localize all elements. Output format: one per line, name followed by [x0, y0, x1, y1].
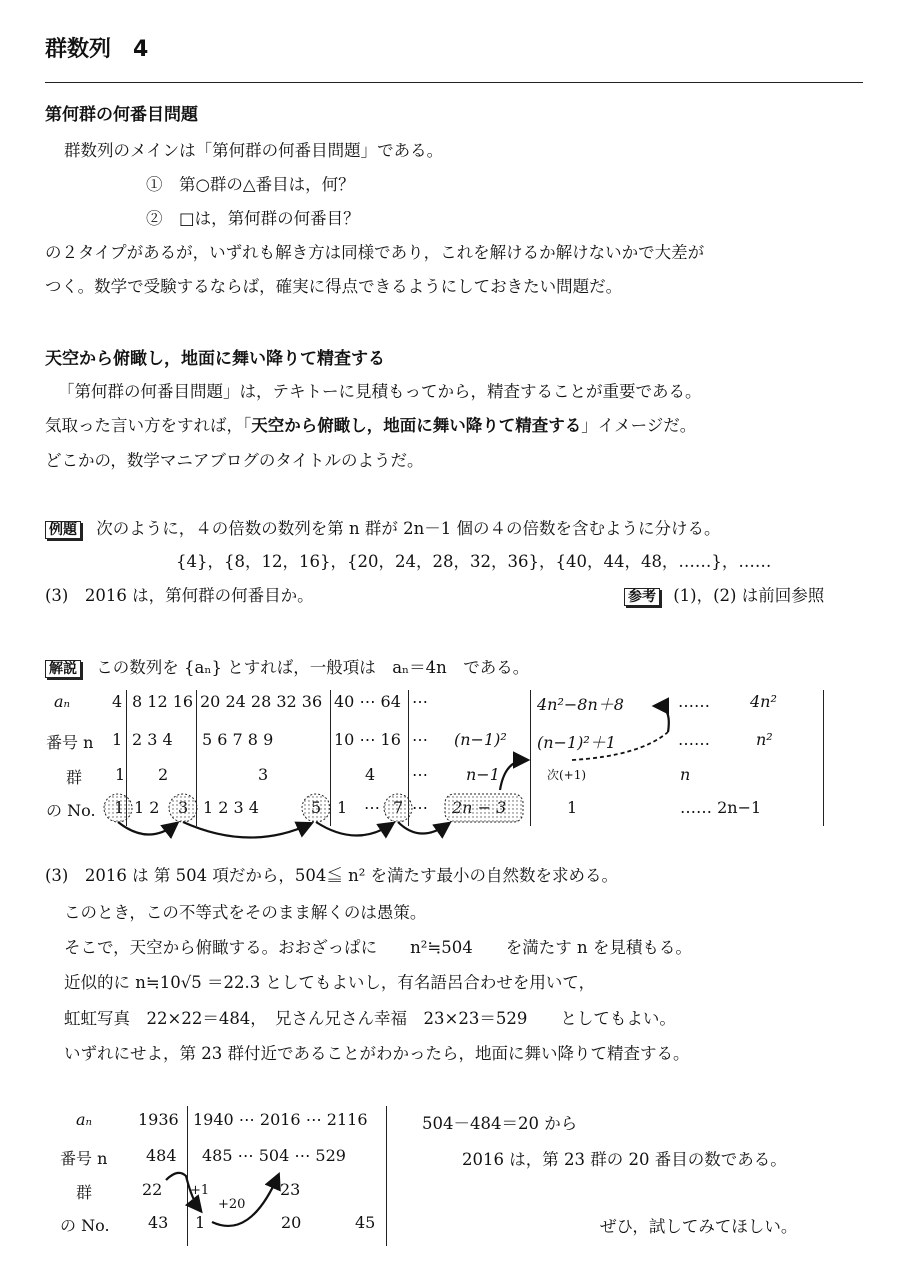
- section1-heading: 第何群の何番目問題: [45, 105, 198, 125]
- step-4: 近似的に n≒10√5 ＝22.3 としてもよいし，有名語呂合わせを用いて，: [64, 973, 596, 992]
- row-label-index: 番号 n: [60, 1149, 108, 1168]
- plus-one-label: +1: [190, 1183, 210, 1198]
- step-2: このとき，この不等式をそのまま解くのは愚策。: [64, 903, 427, 922]
- cell: 3: [258, 765, 269, 784]
- section2-heading: 天空から俯瞰し，地面に舞い降りて精査する: [45, 349, 385, 369]
- section1-item2: ② □は，第何群の何番目？: [146, 209, 360, 228]
- step-3: そこで，天空から俯瞰する。おおざっぱに n²≒504 を満たす n を見積もる。: [64, 938, 692, 957]
- cell: 2 3 4: [132, 730, 173, 749]
- step-1: (3) 2016 は 第 504 項だから，504≦ n² を満たす最小の自然数を求める。: [45, 866, 619, 885]
- cell: 1: [115, 765, 126, 784]
- section2-line3: どこかの，数学マニアブログのタイトルのようだ。: [45, 451, 424, 470]
- section2-line2-pre: 気取った言い方をすれば，「: [45, 416, 252, 435]
- row-label-index: 番号 n: [46, 733, 94, 752]
- cell: 20 24 28 32 36: [200, 692, 323, 711]
- cell: 1940 ⋯ 2016 ⋯ 2116: [193, 1110, 368, 1129]
- row-label-group: 群: [66, 768, 83, 787]
- step-6: いずれにせよ，第 23 群付近であることがわかったら，地面に舞い降りて精査する。: [64, 1044, 690, 1063]
- answer-line: 2016 は，第 23 群の 20 番目の数である。: [462, 1150, 787, 1169]
- cell: 5 6 7 8 9: [202, 730, 274, 749]
- row-label-no: の No.: [60, 1216, 110, 1235]
- solution-tag: 解説: [45, 660, 81, 678]
- row-label-an: aₙ: [76, 1110, 93, 1129]
- cell: ……: [678, 730, 710, 749]
- example-sequence: {4}，{8，12，16}，{20，24，28，32，36}，{40，44，48，……}，……: [176, 552, 772, 571]
- plus-twenty-label: +20: [218, 1197, 246, 1212]
- cell: 40 ⋯ 64: [334, 692, 401, 711]
- section1-item1: ① 第○群の△番目は，何？: [146, 175, 355, 194]
- reference-tag: 参考: [624, 588, 660, 606]
- section2-line2-post: 」イメージだ。: [581, 416, 697, 435]
- cell: (n−1)²＋1: [537, 733, 616, 752]
- row-label-an: aₙ: [54, 692, 71, 711]
- section2-line2-bold: 天空から俯瞰し，地面に舞い降りて精査する: [251, 416, 582, 435]
- section1-body1: の２タイプがあるが，いずれも解き方は同様であり，これを解けるか解けないかで大差が: [45, 243, 705, 262]
- calc-line: 504－484＝20 から: [422, 1114, 578, 1133]
- cell: 484: [146, 1146, 177, 1165]
- cell: 22: [142, 1180, 163, 1199]
- cell: ⋯: [412, 798, 428, 817]
- cell: 1 2 3 4: [203, 798, 259, 817]
- reference-text: (1)，(2) は前回参照: [673, 586, 825, 605]
- cell: 23: [280, 1180, 301, 1199]
- section1-intro: 群数列のメインは「第何群の何番目問題」である。: [64, 141, 444, 160]
- page-title: 群数列 4: [45, 37, 149, 62]
- cell: 1 2: [134, 798, 160, 817]
- cell: 4: [365, 765, 376, 784]
- cell: n: [680, 765, 691, 784]
- cell: 45: [355, 1213, 376, 1232]
- cell: 1: [337, 798, 348, 817]
- cell: 10 ⋯ 16: [334, 730, 401, 749]
- cell: 20: [281, 1213, 302, 1232]
- closing-line: ぜひ，試してみてほしい。: [600, 1217, 798, 1236]
- cell: 4n²−8n＋8: [537, 695, 624, 714]
- cell: 1936: [138, 1110, 179, 1129]
- cell: ⋯: [412, 765, 428, 784]
- example-question: (3) 2016 は，第何群の何番目か。: [45, 586, 314, 605]
- step-5: 虹虹写真 22×22＝484， 兄さん兄さん幸福 23×23＝529 としてもよい。: [64, 1009, 676, 1028]
- cell: n²: [756, 730, 773, 749]
- cell: 43: [148, 1213, 169, 1232]
- cell: n−1: [466, 765, 500, 784]
- cell: ⋯: [364, 798, 380, 817]
- cell: 485 ⋯ 504 ⋯ 529: [202, 1146, 346, 1165]
- section2-line1: 「第何群の何番目問題」は，テキトーに見積もってから，精査することが重要である。: [58, 382, 702, 401]
- cell: ⋯: [412, 692, 428, 711]
- cell: 8 12 16: [132, 692, 194, 711]
- cell: 4n²: [750, 692, 777, 711]
- cell: 4: [112, 692, 123, 711]
- cell: 2: [158, 765, 169, 784]
- cell: ……: [678, 692, 710, 711]
- section1-body2: つく。数学で受験するならば，確実に得点できるようにしておきたい問題だ。: [45, 277, 623, 296]
- cell: 1: [195, 1213, 206, 1232]
- cell: …… 2n−1: [680, 798, 762, 817]
- cell: ⋯: [412, 730, 428, 749]
- cell: 1: [567, 798, 578, 817]
- solution-lead: この数列を {aₙ} とすれば，一般項は aₙ＝4n である。: [96, 658, 530, 677]
- cell: (n−1)²: [454, 730, 507, 749]
- arrow: [212, 1176, 278, 1226]
- example-statement: 次のように，４の倍数の数列を第 n 群が 2n－1 個の４の倍数を含むように分ける。: [96, 519, 721, 538]
- arrow: [166, 1173, 200, 1210]
- row-label-no: の No.: [46, 801, 96, 820]
- cell: 次(+1): [547, 768, 587, 782]
- cell: 1: [112, 730, 123, 749]
- example-tag: 例題: [45, 521, 81, 539]
- row-label-group: 群: [76, 1183, 93, 1202]
